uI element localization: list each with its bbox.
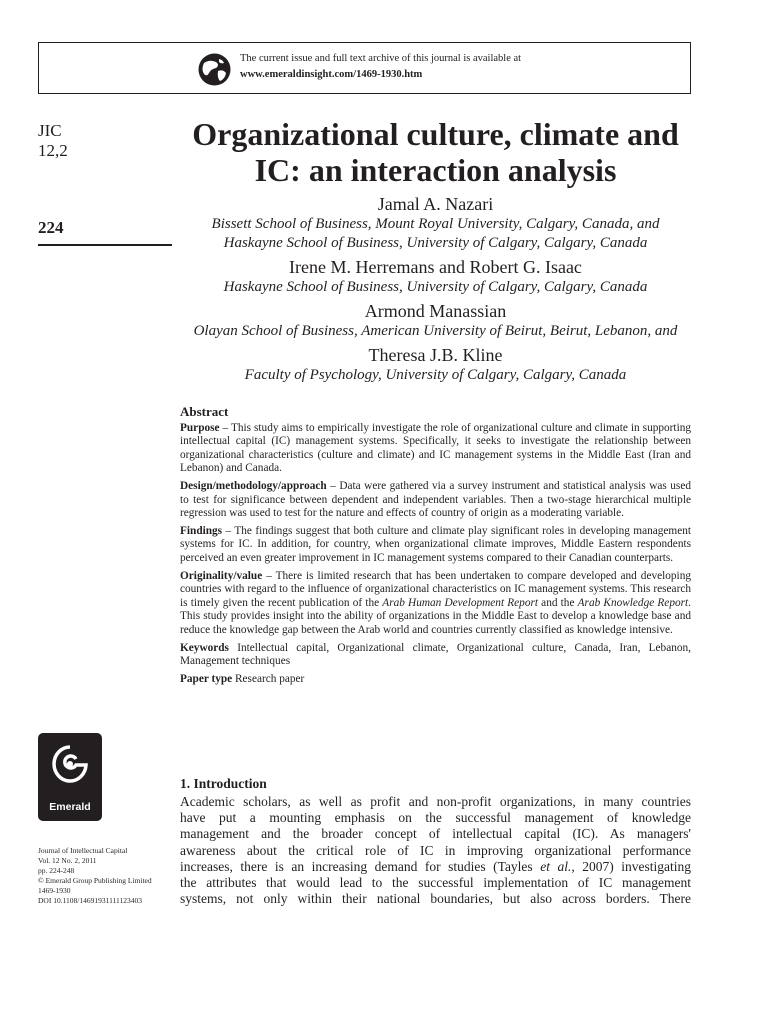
report-title: Arab Human Development Report xyxy=(382,596,539,609)
purpose-text: – This study aims to empirically investigate the role of organizational culture and climate in supporting intellectual capital (IC) management systems. Specifically, it seeks to investigate the relationship between organizational characteristics (culture and climate) and IC management systems in the Middle East (Iran and Lebanon) and Canada. xyxy=(180,421,691,475)
report-title: Arab Knowledge Report xyxy=(577,596,689,609)
paper-type-text: Research paper xyxy=(232,672,305,685)
keywords-text: Intellectual capital, Organizational climate, Organizational culture, Canada, Iran, Lebanon, Management techniques xyxy=(180,641,691,668)
abstract xyxy=(180,405,691,690)
affiliation-line: Bissett School of Business, Mount Royal University, Calgary, Canada, and xyxy=(211,216,660,232)
citation-doi: DOI 10.1108/14691931111123403 xyxy=(38,896,143,905)
design-text: – Data were gathered via a survey instrument and statistical analysis was used to test for significance between dependent and independent variables. Then a two-stage hierarchical multiple regression was used to test for the nature and effects of country of origin as a moderating variable. xyxy=(180,479,691,520)
affiliation-line: Faculty of Psychology, University of Calgary, Calgary, Canada xyxy=(244,367,627,383)
journal-url-link[interactable]: www.emeraldinsight.com/1469-1930.htm xyxy=(240,69,423,80)
abstract-keywords xyxy=(180,642,691,669)
abstract-heading: Abstract xyxy=(180,404,229,419)
citation-journal: Journal of Intellectual Capital xyxy=(38,846,128,855)
affiliation-line: Haskayne School of Business, University of Calgary, Calgary, Canada xyxy=(223,279,648,295)
journal-abbrev: JIC xyxy=(38,121,62,140)
archive-banner xyxy=(38,42,691,94)
citation-pages: pp. 224-248 xyxy=(38,866,75,875)
purpose-label: Purpose xyxy=(180,421,220,434)
originality-text: – There is limited research that has been undertaken to compare developed and developing countries with regard to the influence of organizational characteristics on IC management systems. This research is timely given the recent publication of the xyxy=(180,569,691,609)
citation-issn: 1469-1930 xyxy=(38,886,71,895)
body-line xyxy=(180,859,691,875)
paper-type-label: Paper type xyxy=(180,672,233,685)
affiliation-line: Haskayne School of Business, University of Calgary, Calgary, Canada xyxy=(223,235,648,251)
emerald-logo xyxy=(38,733,102,821)
abstract-purpose xyxy=(180,422,691,476)
body-text: , 2007) investigating xyxy=(571,858,691,874)
abstract-design xyxy=(180,480,691,521)
body-line: have put a mounting emphasis on the successful management of knowledge xyxy=(180,810,691,826)
author-affiliation xyxy=(180,215,691,253)
body-line: the attributes that would lead to the successful implementation of IC management xyxy=(180,875,691,891)
journal-volume: 12,2 xyxy=(38,141,68,160)
originality-text: and the xyxy=(538,596,578,609)
author-name: Jamal A. Nazari xyxy=(377,194,494,214)
originality-text: . This study provides insight into the ability of organizations in the Middle East to develop a knowledge base and reduce the knowledge gap between the Arab world and countries currently classified as knowledge intensive. xyxy=(180,596,691,636)
section-heading: 1. Introduction xyxy=(180,776,267,791)
author-name: Theresa J.B. Kline xyxy=(368,345,503,365)
intro-body xyxy=(180,794,691,907)
body-text: increases, there is an increasing demand for studies (Tayles xyxy=(180,858,541,874)
author-affiliation xyxy=(180,322,691,341)
globe-icon xyxy=(198,53,231,86)
abstract-findings xyxy=(180,525,691,566)
affiliation-line: Olayan School of Business, American University of Beirut, Beirut, Lebanon, and xyxy=(193,323,678,339)
abstract-originality xyxy=(180,570,691,638)
originality-label: Originality/value xyxy=(180,569,263,582)
abstract-paper-type xyxy=(180,673,691,687)
page-number-rule xyxy=(38,244,172,246)
emerald-swirl-icon xyxy=(50,743,90,789)
findings-label: Findings xyxy=(180,524,223,537)
design-label: Design/methodology/approach xyxy=(180,479,327,492)
body-line: awareness about the critical role of IC in improving organizational performance xyxy=(180,842,691,858)
body-line: management and the broader concept of intellectual capital (IC). As managers' xyxy=(180,826,691,842)
author-name: Armond Manassian xyxy=(364,301,507,321)
findings-text: – The findings suggest that both culture and climate play significant roles in developing management systems for IC. In addition, for country, when organizational climate improves, Middle Eastern respondents perceived an even greater improvement in IC management systems compared to their Canadian counterparts. xyxy=(180,524,691,564)
emerald-wordmark: Emerald xyxy=(49,801,91,813)
citation-publisher: © Emerald Group Publishing Limited xyxy=(38,876,152,885)
citation-etal: et al. xyxy=(540,858,572,874)
citation-block xyxy=(38,846,178,906)
page-number: 224 xyxy=(38,218,64,237)
citation-volume: Vol. 12 No. 2, 2011 xyxy=(38,856,97,865)
author-name: Irene M. Herremans and Robert G. Isaac xyxy=(289,257,582,277)
body-line: Academic scholars, as well as profit and non-profit organizations, in many countries xyxy=(180,794,691,809)
author-affiliation xyxy=(180,366,691,385)
author-block xyxy=(180,194,691,389)
body-line: systems, not only within their national boundaries, but also across borders. There xyxy=(180,891,691,907)
archive-notice: The current issue and full text archive of this journal is available at xyxy=(240,53,522,64)
keywords-label: Keywords xyxy=(180,641,229,654)
journal-code xyxy=(38,121,68,161)
paper-title: Organizational culture, climate and IC: an interaction analysis xyxy=(192,116,679,188)
author-affiliation xyxy=(180,278,691,297)
